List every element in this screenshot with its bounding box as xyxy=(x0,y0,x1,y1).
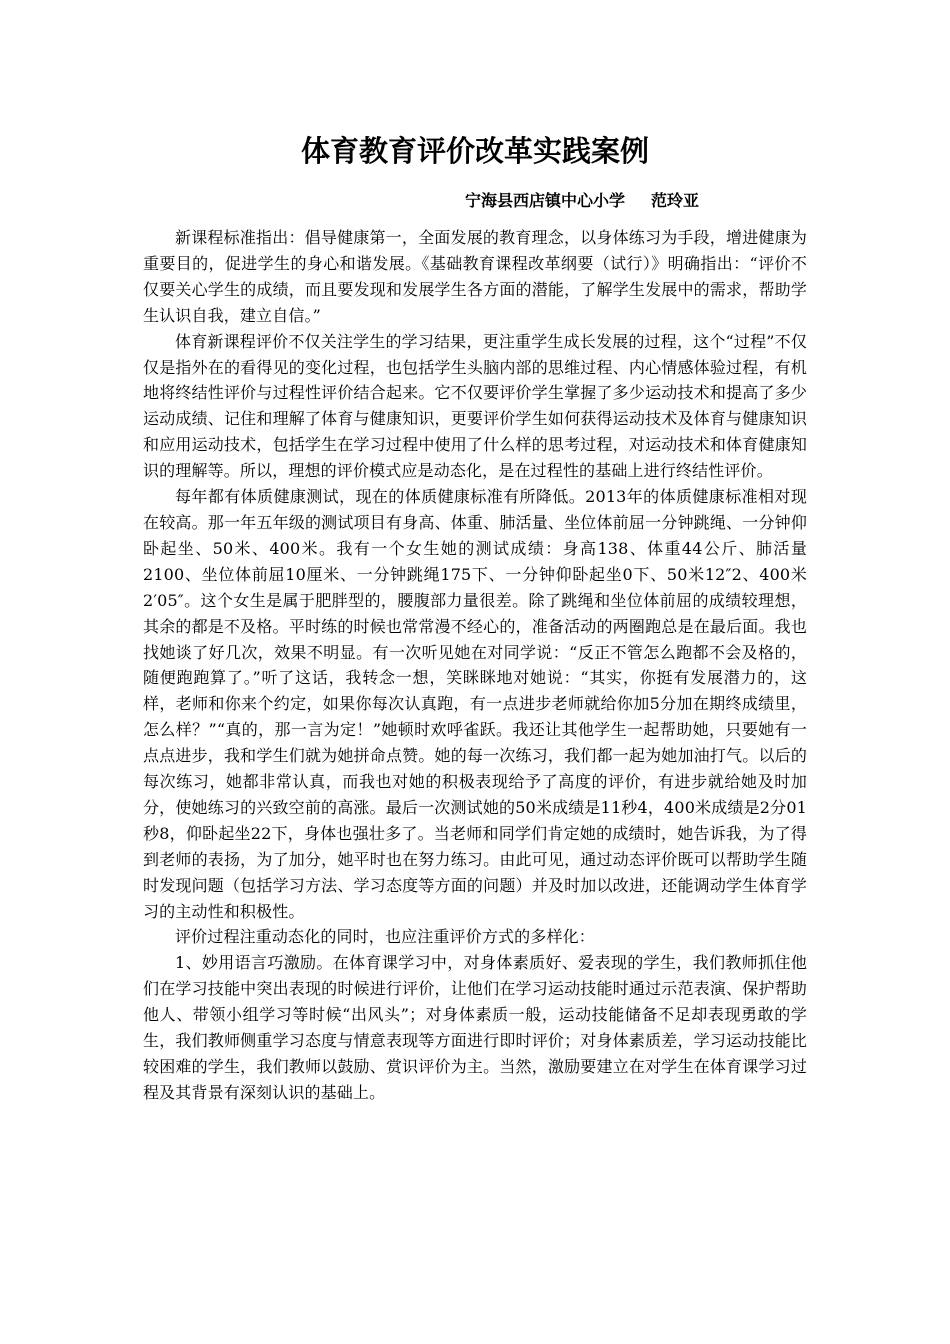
paragraph: 每年都有体质健康测试，现在的体质健康标准有所降低。2013年的体质健康标准相对现在较高。那一年五年级的测试项目有身高、体重、肺活量、坐位体前屈一分钟跳绳、一分钟仰卧起坐、50米、400米。我有一个女生她的测试成绩：身高138、体重44公斤、肺活量2100、坐位体前屈10厘米、一分钟跳绳175下、一分钟仰卧起坐0下、50米12″2、400米2′05″。这个女生是属于肥胖型的，腰腹部力量很差。除了跳绳和坐位体前屈的成绩较理想，其余的都是不及格。平时练的时候也常常漫不经心的，准备活动的两圈跑总是在最后面。我也找她谈了好几次，效果不明显。有一次听见她在对同学说：“反正不管怎么跑都不会及格的，随便跑跑算了。”听了这话，我转念一想，笑眯眯地对她说：“其实，你挺有发展潜力的，这样，老师和你来个约定，如果你每次认真跑，有一点进步老师就给你加5分加在期终成绩里，怎么样？”“真的，那一言为定！”她顿时欢呼雀跃。我还让其他学生一起帮助她，只要她有一点点进步，我和学生们就为她拼命点赞。她的每一次练习，我们都一起为她加油打气。以后的每次练习，她都非常认真，而我也对她的积极表现给予了高度的评价，有进步就给她及时加分，使她练习的兴致空前的高涨。最后一次测试她的50米成绩是11秒4，400米成绩是2分01秒8，仰卧起坐22下，身体也强壮多了。当老师和同学们肯定她的成绩时，她告诉我，为了得到老师的表扬，为了加分，她平时也在努力练习。由此可见，通过动态评价既可以帮助学生随时发现问题（包括学习方法、学习态度等方面的问题）并及时加以改进，还能调动学生体育学习的主动性和积极性。 xyxy=(143,487,807,921)
byline xyxy=(465,189,699,213)
paragraph: 1、妙用语言巧激励。在体育课学习中，对身体素质好、爱表现的学生，我们教师抓住他们在学习技能中突出表现的时候进行评价，让他们在学习运动技能时通过示范表演、保护帮助他人、带领小组学习等时候“出风头”；对身体素质一般，运动技能储备不足却表现勇敢的学生，我们教师侧重学习态度与情意表现等方面进行即时评价；对身体素质差，学习运动技能比较困难的学生，我们教师以鼓励、赏识评价为主。当然，激励要建立在对学生在体育课学习过程及其背景有深刻认识的基础上。 xyxy=(143,953,807,1102)
author-name: 范玲亚 xyxy=(651,191,700,210)
paragraph: 新课程标准指出：倡导健康第一，全面发展的教育理念，以身体练习为手段，增进健康为重要目的，促进学生的身心和谐发展。《基础教育课程改革纲要（试行）》明确指出：“评价不仅要关心学生的成绩，而且要发现和发展学生各方面的潜能，了解学生发展中的需求，帮助学生认识自我，建立自信。” xyxy=(143,228,807,325)
school-name: 宁海县西店镇中心小学 xyxy=(465,191,626,210)
paragraph: 体育新课程评价不仅关注学生的学习结果，更注重学生成长发展的过程，这个“过程”不仅仅是指外在的看得见的变化过程，也包括学生头脑内部的思维过程、内心情感体验过程，有机地将终结性评价与过程性评价结合起来。它不仅要评价学生掌握了多少运动技术和提高了多少运动成绩、记住和理解了体育与健康知识，更要评价学生如何获得运动技术及体育与健康知识和应用运动技术，包括学生在学习过程中使用了什么样的思考过程，对运动技术和体育健康知识的理解等。所以，理想的评价模式应是动态化，是在过程性的基础上进行终结性评价。 xyxy=(143,331,807,481)
document-title: 体育教育评价改革实践案例 xyxy=(300,134,649,168)
paragraph: 评价过程注重动态化的同时，也应注重评价方式的多样化： xyxy=(175,927,595,947)
document-body xyxy=(143,225,807,1106)
